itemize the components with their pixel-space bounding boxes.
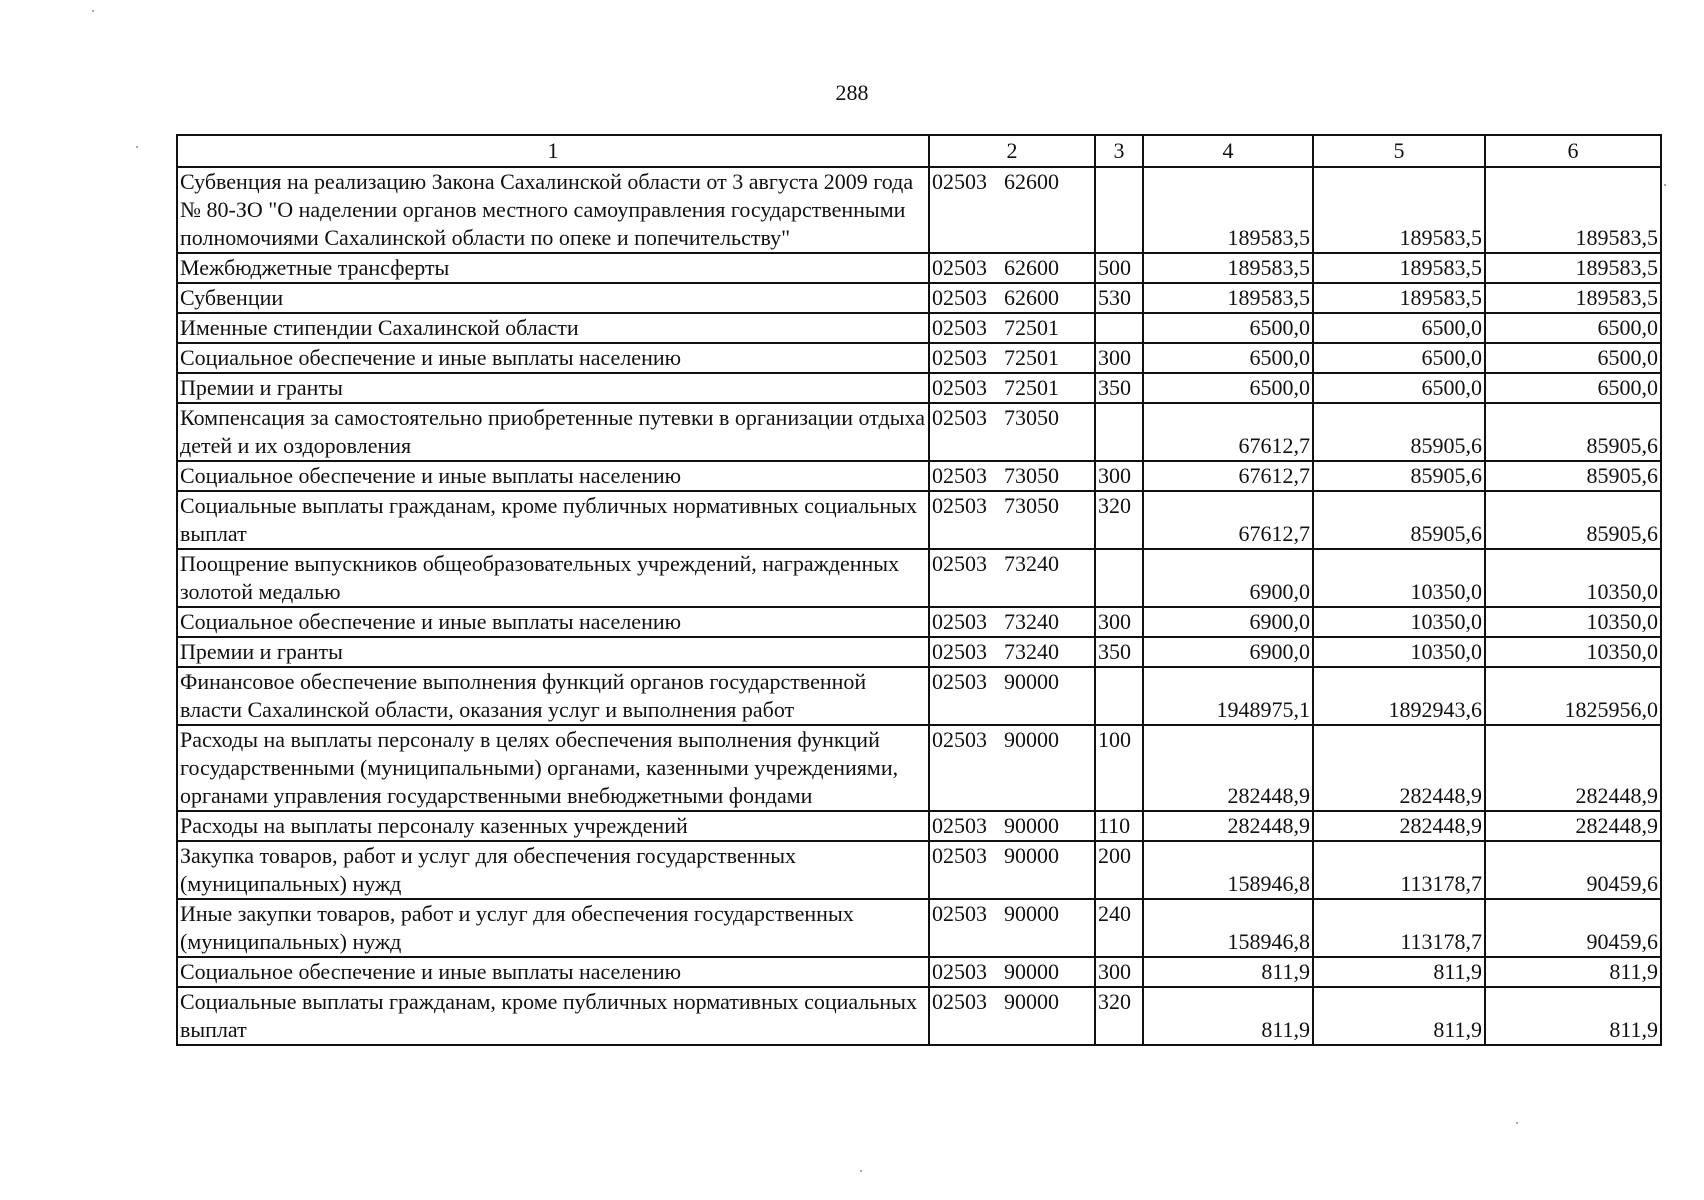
row-code-cell: [929, 549, 1095, 607]
row-type-cell: [1095, 549, 1143, 607]
row-name-cell: Социальные выплаты гражданам, кроме публичных нормативных социальных выплат: [177, 987, 929, 1045]
row-value-6-cell: 85905,6: [1485, 461, 1661, 491]
row-code-section: 02503: [932, 639, 987, 664]
row-type-cell: 320: [1095, 987, 1143, 1045]
row-code-target: 73050: [1004, 463, 1059, 488]
row-value-4-cell: 282448,9: [1143, 725, 1313, 811]
budget-table: [176, 134, 1662, 1046]
row-code-cell: [929, 283, 1095, 313]
row-code-target: 73050: [1004, 405, 1059, 430]
row-value-6-cell: 10350,0: [1485, 637, 1661, 667]
row-type-cell: 300: [1095, 461, 1143, 491]
row-name-cell: Субвенции: [177, 283, 929, 313]
row-value-4-cell: 158946,8: [1143, 841, 1313, 899]
row-value-6-cell: 6500,0: [1485, 343, 1661, 373]
table-row: [177, 987, 1661, 1045]
table-row: [177, 841, 1661, 899]
row-code-target: 73240: [1004, 609, 1059, 634]
row-code-target: 72501: [1004, 315, 1059, 340]
row-code-cell: [929, 811, 1095, 841]
row-code-cell: [929, 313, 1095, 343]
row-type-cell: [1095, 403, 1143, 461]
row-value-6-cell: 6500,0: [1485, 313, 1661, 343]
row-code-section: 02503: [932, 463, 987, 488]
row-code-section: 02503: [932, 255, 987, 280]
row-code-section: 02503: [932, 285, 987, 310]
row-value-5-cell: 811,9: [1313, 987, 1485, 1045]
row-type-cell: 300: [1095, 957, 1143, 987]
row-code-target: 62600: [1004, 255, 1059, 280]
scan-speck: [136, 146, 138, 148]
row-code-target: 90000: [1004, 843, 1059, 868]
row-code-cell: [929, 253, 1095, 283]
table-row: [177, 403, 1661, 461]
row-code-target: 90000: [1004, 901, 1059, 926]
row-code-cell: [929, 899, 1095, 957]
scan-speck: [1664, 184, 1666, 186]
row-code-target: 90000: [1004, 727, 1059, 752]
row-code-cell: [929, 637, 1095, 667]
scan-speck: [1516, 1122, 1518, 1124]
row-code-cell: [929, 725, 1095, 811]
table-row: [177, 667, 1661, 725]
header-cell-4: 4: [1143, 135, 1313, 167]
table-row: [177, 253, 1661, 283]
row-value-6-cell: 189583,5: [1485, 283, 1661, 313]
row-name-cell: Иные закупки товаров, работ и услуг для обеспечения государственных (муниципальных) нужд: [177, 899, 929, 957]
table-row: [177, 373, 1661, 403]
table-row: [177, 957, 1661, 987]
header-cell-2: 2: [929, 135, 1095, 167]
row-name-cell: Социальное обеспечение и иные выплаты населению: [177, 461, 929, 491]
row-code-section: 02503: [932, 609, 987, 634]
row-code-cell: [929, 607, 1095, 637]
row-type-cell: 350: [1095, 373, 1143, 403]
row-type-cell: 500: [1095, 253, 1143, 283]
scan-speck: [92, 10, 94, 12]
row-code-target: 62600: [1004, 169, 1059, 194]
row-code-cell: [929, 167, 1095, 253]
row-type-cell: 110: [1095, 811, 1143, 841]
row-code-cell: [929, 343, 1095, 373]
row-code-target: 90000: [1004, 813, 1059, 838]
row-value-5-cell: 189583,5: [1313, 167, 1485, 253]
header-cell-6: 6: [1485, 135, 1661, 167]
row-code-section: 02503: [932, 375, 987, 400]
row-value-4-cell: 67612,7: [1143, 461, 1313, 491]
row-type-cell: [1095, 313, 1143, 343]
row-code-section: 02503: [932, 989, 987, 1014]
row-type-cell: [1095, 167, 1143, 253]
row-name-cell: Поощрение выпускников общеобразовательных учреждений, награжденных золотой медалью: [177, 549, 929, 607]
row-value-4-cell: 189583,5: [1143, 167, 1313, 253]
table-row: [177, 167, 1661, 253]
row-value-4-cell: 6900,0: [1143, 607, 1313, 637]
row-code-section: 02503: [932, 669, 987, 694]
row-code-section: 02503: [932, 405, 987, 430]
row-value-4-cell: 189583,5: [1143, 283, 1313, 313]
row-code-section: 02503: [932, 345, 987, 370]
row-code-target: 90000: [1004, 669, 1059, 694]
row-code-section: 02503: [932, 959, 987, 984]
row-name-cell: Расходы на выплаты персоналу в целях обеспечения выполнения функций государственными (муниципальными) органами, казенными учреждениями, органами управления государственными внебюджетными фондами: [177, 725, 929, 811]
row-value-5-cell: 85905,6: [1313, 491, 1485, 549]
row-type-cell: [1095, 667, 1143, 725]
row-value-5-cell: 10350,0: [1313, 549, 1485, 607]
row-code-target: 90000: [1004, 989, 1059, 1014]
row-code-section: 02503: [932, 813, 987, 838]
row-name-cell: Социальное обеспечение и иные выплаты населению: [177, 957, 929, 987]
header-cell-3: 3: [1095, 135, 1143, 167]
row-value-4-cell: 189583,5: [1143, 253, 1313, 283]
table-row: [177, 461, 1661, 491]
row-value-4-cell: 67612,7: [1143, 491, 1313, 549]
row-code-cell: [929, 403, 1095, 461]
row-code-section: 02503: [932, 551, 987, 576]
row-code-cell: [929, 957, 1095, 987]
row-type-cell: 530: [1095, 283, 1143, 313]
row-code-target: 73050: [1004, 493, 1059, 518]
table-row: [177, 343, 1661, 373]
row-type-cell: 100: [1095, 725, 1143, 811]
row-type-cell: 350: [1095, 637, 1143, 667]
row-value-4-cell: 6500,0: [1143, 343, 1313, 373]
row-code-target: 62600: [1004, 285, 1059, 310]
row-value-5-cell: 113178,7: [1313, 899, 1485, 957]
row-value-4-cell: 1948975,1: [1143, 667, 1313, 725]
row-value-4-cell: 811,9: [1143, 957, 1313, 987]
row-value-5-cell: 10350,0: [1313, 607, 1485, 637]
table-row: [177, 283, 1661, 313]
row-value-6-cell: 90459,6: [1485, 841, 1661, 899]
row-value-6-cell: 85905,6: [1485, 491, 1661, 549]
row-name-cell: Компенсация за самостоятельно приобретенные путевки в организации отдыха детей и их оздоровления: [177, 403, 929, 461]
row-type-cell: 300: [1095, 607, 1143, 637]
table-body: [177, 135, 1661, 1045]
row-value-6-cell: 85905,6: [1485, 403, 1661, 461]
row-code-cell: [929, 667, 1095, 725]
row-value-6-cell: 189583,5: [1485, 253, 1661, 283]
row-value-6-cell: 90459,6: [1485, 899, 1661, 957]
row-value-5-cell: 6500,0: [1313, 343, 1485, 373]
row-value-6-cell: 1825956,0: [1485, 667, 1661, 725]
row-value-5-cell: 282448,9: [1313, 811, 1485, 841]
row-name-cell: Расходы на выплаты персоналу казенных учреждений: [177, 811, 929, 841]
header-row: [177, 135, 1661, 167]
row-code-section: 02503: [932, 169, 987, 194]
table-row: [177, 607, 1661, 637]
row-value-5-cell: 1892943,6: [1313, 667, 1485, 725]
row-value-5-cell: 282448,9: [1313, 725, 1485, 811]
row-value-6-cell: 10350,0: [1485, 549, 1661, 607]
row-name-cell: Социальное обеспечение и иные выплаты населению: [177, 607, 929, 637]
header-cell-1: 1: [177, 135, 929, 167]
row-code-cell: [929, 461, 1095, 491]
row-code-cell: [929, 841, 1095, 899]
row-value-4-cell: 6500,0: [1143, 373, 1313, 403]
row-type-cell: 200: [1095, 841, 1143, 899]
row-name-cell: Закупка товаров, работ и услуг для обеспечения государственных (муниципальных) нужд: [177, 841, 929, 899]
row-value-5-cell: 6500,0: [1313, 373, 1485, 403]
row-code-section: 02503: [932, 901, 987, 926]
row-name-cell: Социальные выплаты гражданам, кроме публичных нормативных социальных выплат: [177, 491, 929, 549]
header-cell-5: 5: [1313, 135, 1485, 167]
row-value-5-cell: 113178,7: [1313, 841, 1485, 899]
table-row: [177, 725, 1661, 811]
row-code-target: 90000: [1004, 959, 1059, 984]
row-code-target: 72501: [1004, 345, 1059, 370]
row-name-cell: Финансовое обеспечение выполнения функций органов государственной власти Сахалинской области, оказания услуг и выполнения работ: [177, 667, 929, 725]
row-code-target: 73240: [1004, 551, 1059, 576]
row-code-cell: [929, 373, 1095, 403]
row-code-section: 02503: [932, 315, 987, 340]
row-value-4-cell: 6500,0: [1143, 313, 1313, 343]
row-code-target: 72501: [1004, 375, 1059, 400]
row-value-4-cell: 282448,9: [1143, 811, 1313, 841]
row-type-cell: 240: [1095, 899, 1143, 957]
row-value-5-cell: 189583,5: [1313, 283, 1485, 313]
row-code-cell: [929, 987, 1095, 1045]
row-code-section: 02503: [932, 727, 987, 752]
scan-speck: [860, 1170, 862, 1172]
row-code-section: 02503: [932, 493, 987, 518]
row-name-cell: Социальное обеспечение и иные выплаты населению: [177, 343, 929, 373]
row-value-4-cell: 158946,8: [1143, 899, 1313, 957]
row-value-6-cell: 10350,0: [1485, 607, 1661, 637]
table-row: [177, 549, 1661, 607]
table-row: [177, 491, 1661, 549]
row-value-6-cell: 282448,9: [1485, 725, 1661, 811]
row-code-target: 73240: [1004, 639, 1059, 664]
row-value-5-cell: 6500,0: [1313, 313, 1485, 343]
page-number: 288: [835, 80, 869, 105]
row-value-5-cell: 85905,6: [1313, 403, 1485, 461]
row-value-6-cell: 811,9: [1485, 987, 1661, 1045]
table-row: [177, 899, 1661, 957]
row-type-cell: 320: [1095, 491, 1143, 549]
row-value-6-cell: 282448,9: [1485, 811, 1661, 841]
row-value-5-cell: 189583,5: [1313, 253, 1485, 283]
row-value-6-cell: 6500,0: [1485, 373, 1661, 403]
row-name-cell: Именные стипендии Сахалинской области: [177, 313, 929, 343]
table-row: [177, 637, 1661, 667]
row-name-cell: Премии и гранты: [177, 373, 929, 403]
row-value-4-cell: 6900,0: [1143, 637, 1313, 667]
row-name-cell: Субвенция на реализацию Закона Сахалинской области от 3 августа 2009 года № 80-ЗО "О наделении органов местного самоуправления государственными полномочиями Сахалинской области по опеке и попечительству": [177, 167, 929, 253]
row-type-cell: 300: [1095, 343, 1143, 373]
row-value-4-cell: 67612,7: [1143, 403, 1313, 461]
row-name-cell: Премии и гранты: [177, 637, 929, 667]
row-value-4-cell: 811,9: [1143, 987, 1313, 1045]
row-name-cell: Межбюджетные трансферты: [177, 253, 929, 283]
table-row: [177, 313, 1661, 343]
row-value-6-cell: 811,9: [1485, 957, 1661, 987]
row-value-4-cell: 6900,0: [1143, 549, 1313, 607]
row-code-cell: [929, 491, 1095, 549]
row-code-section: 02503: [932, 843, 987, 868]
row-value-5-cell: 811,9: [1313, 957, 1485, 987]
row-value-5-cell: 85905,6: [1313, 461, 1485, 491]
table-row: [177, 811, 1661, 841]
row-value-6-cell: 189583,5: [1485, 167, 1661, 253]
row-value-5-cell: 10350,0: [1313, 637, 1485, 667]
